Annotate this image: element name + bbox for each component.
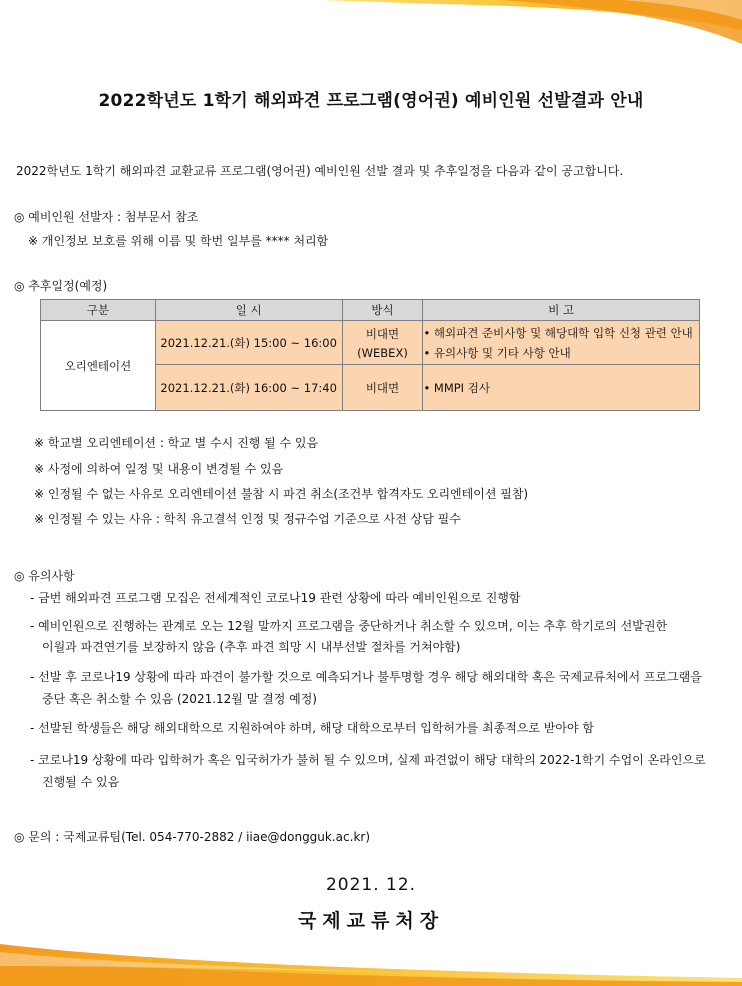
contact-info: ◎ 문의 : 국제교류팀(Tel. 054-770-2882 / iiae@dongguk.ac.kr) [14,830,371,844]
group-cell: 오리엔테이션 [41,321,156,411]
method-line: 비대면 [365,326,400,341]
remark-line: • 유의사항 및 기타 사항 안내 [423,345,571,360]
top-decoration-swoosh [322,0,742,46]
caution-item: - 코로나19 상황에 따라 입학허가 혹은 입국허가가 불허 될 수 있으며, 실제 파견없이 해당 대학의 2022-1학기 수업이 온라인으로 [30,753,706,767]
caution-item: - 선발된 학생들은 해당 해외대학으로 지원하여야 하며, 해당 대학으로부터 입학허가를 최종적으로 받아야 함 [30,721,594,735]
caution-item-continued: 이월과 파견연기를 보장하지 않음 (추후 파견 희망 시 내부선발 절차를 거쳐야함) [42,640,461,654]
table-row [41,321,700,365]
issue-date: 2021. 12. [325,875,417,895]
caution-item-continued: 중단 혹은 취소할 수 있음 (2021.12월 말 결정 예정) [42,692,317,706]
header-remark: 비 고 [423,300,700,321]
header-group: 구분 [41,300,156,321]
caution-item-continued: 진행될 수 있음 [42,775,120,789]
header-method: 방식 [342,300,423,321]
bottom-decoration-swoosh [0,926,742,986]
schedule-note: ※ 학교별 오리엔테이션 : 학교 별 수시 진행 될 수 있음 [34,436,319,450]
page-title: 2022학년도 1학기 해외파견 프로그램(영어권) 예비인원 선발결과 안내 [98,91,644,111]
remark-line: • 해외파견 준비사항 및 해당대학 입학 신청 관련 안내 [423,325,693,340]
schedule-note: ※ 인정될 수 없는 사유로 오리엔테이션 불참 시 파견 취소(조건부 합격자도 오리엔테이션 필참) [34,487,529,501]
intro-text: 2022학년도 1학기 해외파견 교환교류 프로그램(영어권) 예비인원 선발 결과 및 추후일정을 다음과 같이 공고합니다. [16,164,624,178]
header-datetime: 일 시 [155,300,342,321]
method-line: (WEBEX) [357,345,408,360]
method-cell: 비대면 [342,365,423,411]
schedule-heading: ◎ 추후일정(예정) [14,279,108,293]
schedule-table [40,299,700,411]
schedule-note: ※ 사정에 의하여 일정 및 내용이 변경될 수 있음 [34,462,284,476]
datetime-cell: 2021.12.21.(화) 16:00 ~ 17:40 [155,365,342,411]
schedule-note: ※ 인정될 수 있는 사유 : 학칙 유고결석 인정 및 정규수업 기준으로 사전 상담 필수 [34,512,461,526]
privacy-note: ※ 개인정보 보호를 위해 이름 및 학번 일부를 **** 처리함 [28,234,329,248]
caution-item: - 선발 후 코로나19 상황에 따라 파견이 불가할 것으로 예측되거나 불투명할 경우 해당 해외대학 혹은 국제교류처에서 프로그램을 [30,670,702,684]
datetime-cell: 2021.12.21.(화) 15:00 ~ 16:00 [155,321,342,365]
remark-cell: • MMPI 검사 [423,365,700,411]
selection-heading: ◎ 예비인원 선발자 : 첨부문서 참조 [14,210,199,224]
cautions-heading: ◎ 유의사항 [14,569,75,583]
remark-cell [423,321,700,365]
caution-item: - 예비인원으로 진행하는 관계로 오는 12월 말까지 프로그램을 중단하거나 취소할 수 있으며, 이는 추후 학기로의 선발권한 [30,619,668,633]
method-cell [342,321,423,365]
table-header-row [41,300,700,321]
caution-item: - 금번 해외파견 프로그램 모집은 전세계적인 코로나19 관련 상황에 따라 예비인원으로 진행함 [30,591,521,605]
issuing-organization: 국제교류처장 [297,910,445,932]
